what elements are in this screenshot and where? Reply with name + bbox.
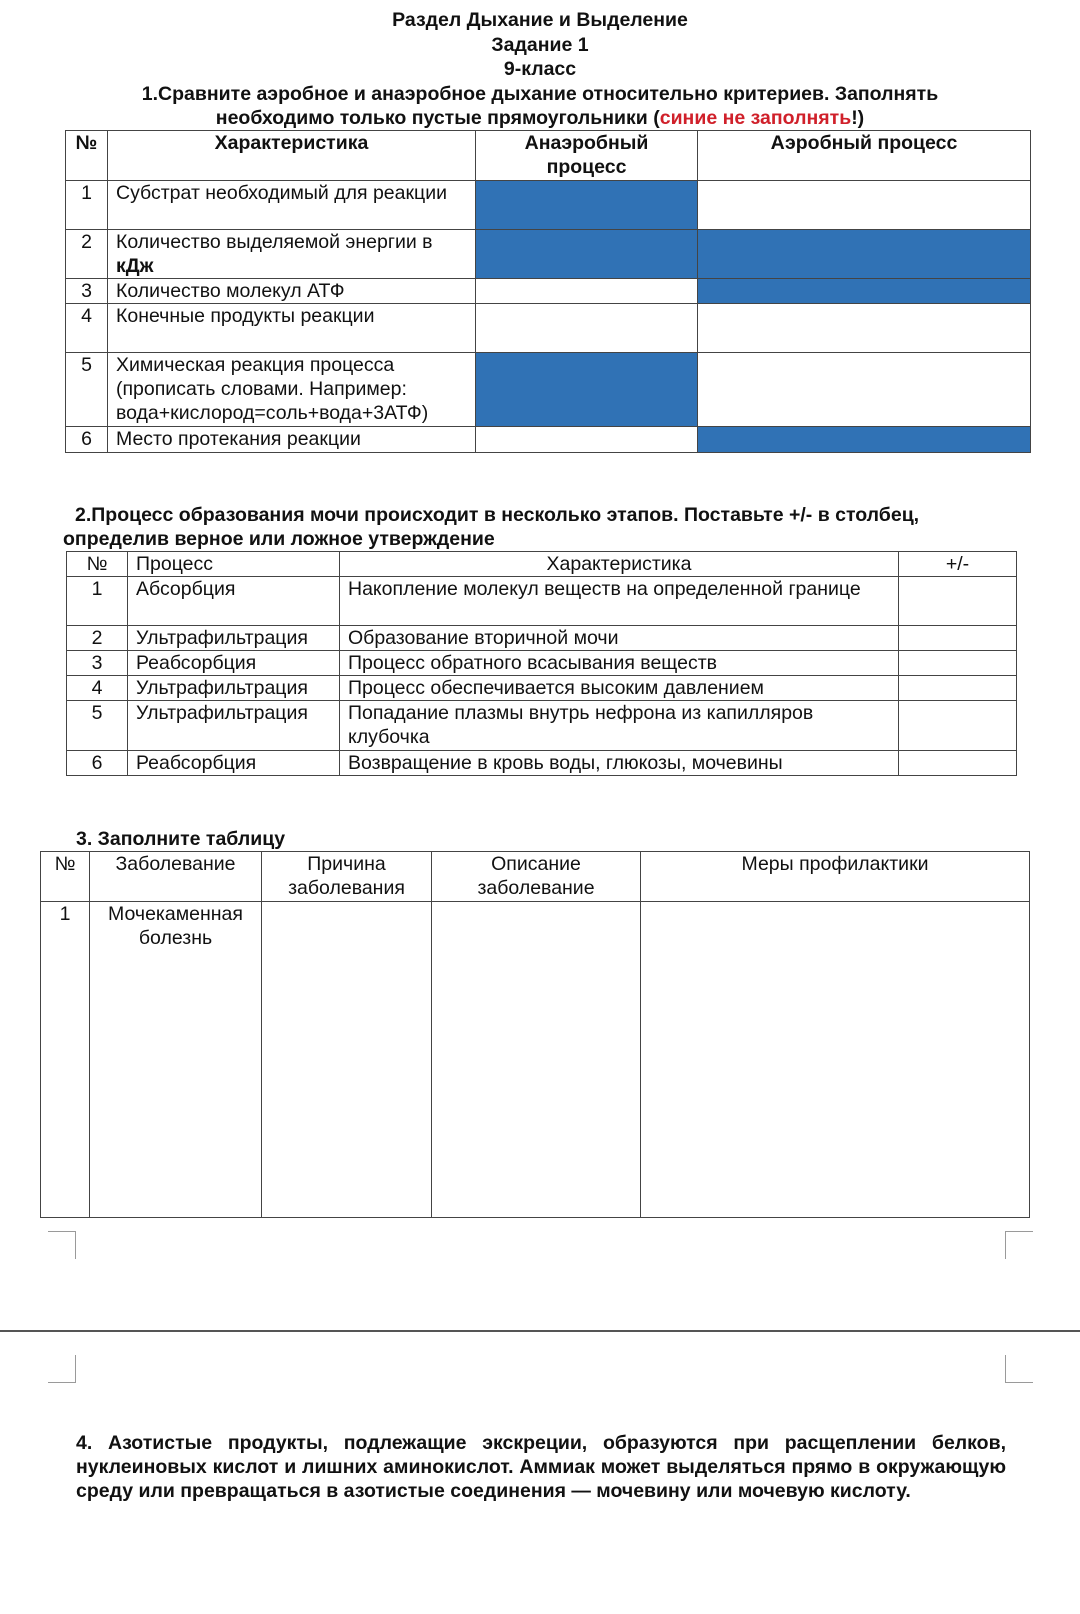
table-header-row — [41, 852, 1030, 902]
table-row — [66, 279, 1031, 304]
page-corner-mark-top-left — [48, 1355, 76, 1383]
table-header-row — [66, 131, 1031, 181]
row-number: 1 — [67, 577, 128, 626]
row-number: 1 — [41, 902, 90, 1218]
anaerobic-answer-cell[interactable] — [476, 279, 698, 304]
respiration-comparison-table — [65, 130, 1031, 453]
row-number: 3 — [67, 651, 128, 676]
header-plus-minus: +/- — [899, 552, 1017, 577]
question-3-title: 3. Заполните таблицу — [76, 828, 286, 850]
header-anaerobic: Анаэробный процесс — [476, 131, 698, 181]
characteristic-cell: Процесс обеспечивается высоким давлением — [340, 676, 899, 701]
characteristic-cell — [108, 230, 476, 279]
characteristic-cell: Количество молекул АТФ — [108, 279, 476, 304]
page-corner-mark-bottom-right — [1005, 1231, 1033, 1259]
table-row — [66, 181, 1031, 230]
description-answer-cell[interactable] — [432, 902, 641, 1218]
question-1-line-2 — [0, 106, 1080, 130]
task-title: Задание 1 — [491, 34, 589, 56]
row-number: 4 — [67, 676, 128, 701]
header-characteristic: Характеристика — [108, 131, 476, 181]
characteristic-cell: Накопление молекул веществ на определенной границе — [340, 577, 899, 626]
process-cell: Ультрафильтрация — [128, 626, 340, 651]
process-cell: Абсорбция — [128, 577, 340, 626]
row-number: 2 — [67, 626, 128, 651]
anaerobic-answer-cell[interactable] — [476, 427, 698, 453]
characteristic-cell: Процесс обратного всасывания веществ — [340, 651, 899, 676]
table-row — [66, 230, 1031, 279]
aerobic-cell-blocked — [698, 230, 1031, 279]
warning-text: синие не заполнять — [659, 107, 852, 129]
answer-cell[interactable] — [899, 751, 1017, 776]
anaerobic-cell-blocked — [476, 181, 698, 230]
aerobic-cell-blocked — [698, 427, 1031, 453]
row-number: 6 — [66, 427, 108, 453]
row-number: 6 — [67, 751, 128, 776]
process-cell: Ультрафильтрация — [128, 676, 340, 701]
cause-answer-cell[interactable] — [262, 902, 432, 1218]
anaerobic-cell-blocked — [476, 230, 698, 279]
urine-formation-table — [66, 551, 1017, 776]
question-4-paragraph: 4. Азотистые продукты, подлежащие экскреции, образуются при расщеплении белков, нуклеиновых кислот и лишних аминокислот. Аммиак может выделяться прямо в окружающую среду или превращаться в азотистые соединения — мочевину или мочевую кислоту. — [76, 1432, 1006, 1502]
grade-label: 9-класс — [503, 58, 577, 80]
anaerobic-answer-cell[interactable] — [476, 304, 698, 353]
header-disease: Заболевание — [90, 852, 262, 902]
aerobic-cell-blocked — [698, 279, 1031, 304]
disease-table — [40, 851, 1030, 1218]
row-number: 3 — [66, 279, 108, 304]
process-cell: Реабсорбция — [128, 751, 340, 776]
unit-kj: кДж — [116, 255, 154, 277]
page-corner-mark-top-right — [1005, 1355, 1033, 1383]
row-number: 5 — [67, 701, 128, 751]
table-row — [67, 651, 1017, 676]
table-row — [67, 701, 1017, 751]
table-row — [67, 751, 1017, 776]
characteristic-cell: Конечные продукты реакции — [108, 304, 476, 353]
answer-cell[interactable] — [899, 626, 1017, 651]
header-number: № — [41, 852, 90, 902]
aerobic-answer-cell[interactable] — [698, 181, 1031, 230]
section-title: Раздел Дыхание и Выделение — [392, 9, 688, 31]
instruction-text: необходимо только пустые прямоугольники ( — [215, 107, 660, 129]
aerobic-answer-cell[interactable] — [698, 304, 1031, 353]
header-number: № — [67, 552, 128, 577]
characteristic-cell: Образование вторичной мочи — [340, 626, 899, 651]
table-row — [41, 902, 1030, 1218]
row-number: 1 — [66, 181, 108, 230]
header-prevention: Меры профилактики — [641, 852, 1030, 902]
answer-cell[interactable] — [899, 577, 1017, 626]
header-cause: Причина заболевания — [262, 852, 432, 902]
aerobic-answer-cell[interactable] — [698, 353, 1031, 427]
question-2-line-2: определив верное или ложное утверждение — [63, 528, 495, 550]
table-row — [66, 353, 1031, 427]
answer-cell[interactable] — [899, 676, 1017, 701]
page-break-line — [0, 1330, 1080, 1332]
disease-cell: Мочекаменная болезнь — [90, 902, 262, 1218]
header-number: № — [66, 131, 108, 181]
characteristic-cell: Возвращение в кровь воды, глюкозы, мочевины — [340, 751, 899, 776]
header-characteristic: Характеристика — [340, 552, 899, 577]
row-number: 2 — [66, 230, 108, 279]
characteristic-cell: Химическая реакция процесса (прописать словами. Например: вода+кислород=соль+вода+3АТФ) — [108, 353, 476, 427]
prevention-answer-cell[interactable] — [641, 902, 1030, 1218]
characteristic-cell: Попадание плазмы внутрь нефрона из капилляров клубочка — [340, 701, 899, 751]
question-2-line-1: 2.Процесс образования мочи происходит в несколько этапов. Поставьте +/- в столбец, — [75, 504, 920, 526]
row-number: 5 — [66, 353, 108, 427]
row-number: 4 — [66, 304, 108, 353]
characteristic-text: Количество выделяемой энергии в — [116, 231, 433, 253]
header-description: Описание заболевание — [432, 852, 641, 902]
answer-cell[interactable] — [899, 701, 1017, 751]
table-header-row — [67, 552, 1017, 577]
header-aerobic: Аэробный процесс — [698, 131, 1031, 181]
table-row — [66, 427, 1031, 453]
characteristic-cell: Субстрат необходимый для реакции — [108, 181, 476, 230]
table-row — [66, 304, 1031, 353]
question-1-line-1: 1.Сравните аэробное и анаэробное дыхание относительно критериев. Заполнять — [141, 83, 939, 105]
process-cell: Ультрафильтрация — [128, 701, 340, 751]
page-corner-mark-bottom-left — [48, 1231, 76, 1259]
table-row — [67, 676, 1017, 701]
header-process: Процесс — [128, 552, 340, 577]
anaerobic-cell-blocked — [476, 353, 698, 427]
characteristic-cell: Место протекания реакции — [108, 427, 476, 453]
table-row — [67, 577, 1017, 626]
answer-cell[interactable] — [899, 651, 1017, 676]
table-row — [67, 626, 1017, 651]
process-cell: Реабсорбция — [128, 651, 340, 676]
instruction-suffix: !) — [851, 107, 865, 129]
